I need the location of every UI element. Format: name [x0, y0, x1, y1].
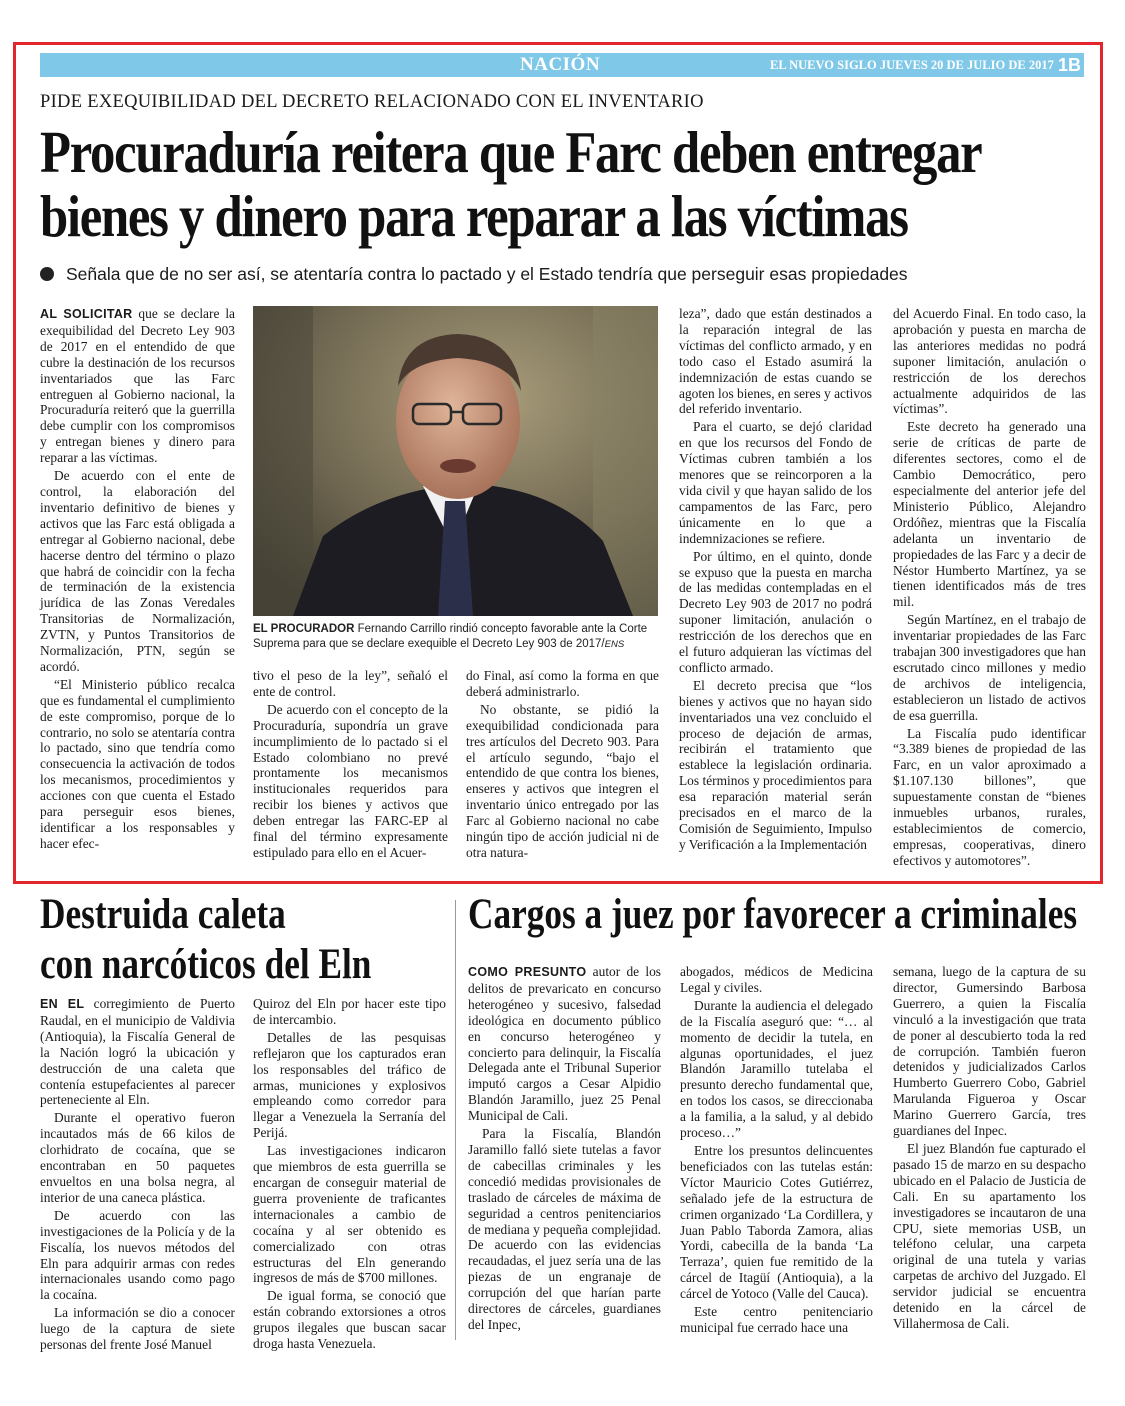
paragraph: “El Ministerio público recalca que es fundamental el cumplimiento de este compromiso, porque de lo contrario, no solo se atentaría contra lo pactado, sino que tendría como consecuencia la activación de todos los mecanismos, procedimientos y acciones con que cuenta el Estado para perseguir esos bienes, identificar a los responsables y hacer efec- [40, 676, 235, 851]
main-headline [40, 119, 982, 249]
photo-credit: ENS [604, 639, 625, 650]
caption-text: Fernando Carrillo rindió concepto favorable ante la Corte Suprema para que se declare exequible el Decreto Ley 903 de 2017/ [253, 623, 648, 650]
paragraph: De acuerdo con el ente de control, la elaboración del inventario definitivo de bienes y activos que las Farc está obligada a entregar al Gobierno nacional, debe hacerse dentro del término o plazo que habrá de coincidir con la fecha de terminación de la existencia jurídica de las Zonas Veredales Transitorias de Normalización, ZVTN, y Puntos Transitorios de Normalización, PTN, según se acordó. [40, 468, 235, 674]
bullet-icon [40, 267, 54, 281]
paragraph: Este decreto ha generado una serie de críticas de parte de diferentes sectores, como el de Cambio Democrático, pero especialmente del anterior jefe del Ministerio Público, Alejandro Ordóñez, mientras que la Fiscalía adelanta un inventario de propiedades de las Farc y a decir de Néstor Humberto Martínez, ya se tienen identificados más de tres mil. [893, 419, 1086, 610]
paragraph [40, 306, 235, 466]
top-story-column-4 [679, 306, 872, 855]
paragraph-text: autor de los delitos de prevaricato en concurso heterogéneo y sucesivo, falsedad ideológica en documento público en concurso heterogéneo y concierto para delinquir, la Fiscalía Delegada ante el Tribunal Superior imputó cargos a Cesar Alpidio Blandón Jaramillo, juez 25 Penal Municipal de Cali. [468, 964, 661, 1124]
photo-caption [253, 622, 658, 652]
paragraph: Quiroz del Eln por hacer este tipo de intercambio. [253, 996, 446, 1027]
paragraph [40, 996, 235, 1108]
subheadline [40, 264, 908, 285]
eln-column-2 [253, 996, 446, 1354]
eln-headline-line-2: con narcóticos del Eln [40, 941, 372, 988]
paragraph: leza”, dado que están destinados a la reparación integral de las víctimas del conflicto armado, y en todo caso el Estado asumirá la indemnización de estas cuando se agoten los bienes, en seres y activos del referido inventario. [679, 306, 872, 417]
paragraph: Según Martínez, en el trabajo de inventariar propiedades de las Farc trabajan 300 investigadores que han escrutado cinco millones y medio de archivos de inteligencia, establecieron un listado de activos de esa guerrilla. [893, 612, 1086, 723]
paragraph: Para el cuarto, se dejó claridad en que los recursos del Fondo de Víctimas cubren también a los menores que se reincorporen a la vida civil y que hayan salido de los campamentos de las Farc, pero únicamente en lo que a indemnizaciones se refiere. [679, 419, 872, 546]
paragraph: De igual forma, se conoció que están cobrando extorsiones a otros grupos ilegales que buscan sacar droga hasta Venezuela. [253, 1288, 446, 1352]
paragraph: Las investigaciones indicaron que miembros de esta guerrilla se encargan de conseguir material de guerra proveniente de traficantes internacionales a cambio de cocaína y al ser obtenido es comercializado con otras estructuras del Eln generando ingresos de más de $700 millones. [253, 1143, 446, 1286]
paragraph: Este centro penitenciario municipal fue cerrado hace una [680, 1304, 873, 1335]
top-story-column-3 [466, 668, 659, 863]
paragraph: De acuerdo con el concepto de la Procuraduría, supondría un grave incumplimiento de lo pactado si el Estado colombiano no prevé prontamente los mecanismos institucionales requeridos para recibir los bienes y activos que deben entregar las FARC-EP al final del término expresamente estipulado para ello en el Acuer- [253, 701, 448, 860]
lead-word: COMO PRESUNTO [468, 965, 587, 979]
lead-word: EN EL [40, 997, 85, 1011]
lead-word: AL SOLICITAR [40, 307, 133, 321]
top-story-column-1 [40, 306, 235, 854]
paragraph: del Acuerdo Final. En todo caso, la aprobación y puesta en marcha de las anteriores medidas no podrá suponer limitación, anulación o restricción de los derechos actualmente adquiridos de las víctimas”. [893, 306, 1086, 417]
paragraph: Detalles de las pesquisas reflejaron que los capturados eran los responsables del tráfico de armas, municiones y explosivos empleando como corredor para llegar a Venezuela la Serranía del Perijá. [253, 1029, 446, 1141]
procurador-photo [253, 306, 658, 616]
juez-column-1 [468, 964, 661, 1335]
paragraph: La Fiscalía pudo identificar “3.389 bienes de propiedad de las Farc, en un valor aproximado a $1.107.130 billones”, que supuestamente constan de “bienes inmuebles urbanos, rurales, establecimientos de comercio, empresas, cooperativas, dinero efectivos y automotores”. [893, 725, 1086, 868]
eln-column-1 [40, 996, 235, 1355]
paragraph: El juez Blandón fue capturado el pasado 15 de marzo en su despacho ubicado en el Palacio de Justicia de Cali. En su apartamento los investigadores se incautaron de una CPU, siete memorias USB, un teléfono celular, una carpeta original de una tutela y varias carpetas de archivo del Juzgado. El servidor judicial se encuentra detenido en la cárcel de Villahermosa de Cali. [893, 1140, 1086, 1331]
paragraph: El decreto precisa que “los bienes y activos que no hayan sido inventariados una vez concluido el proceso de dejación de armas, recibirán el tratamiento que establece la legislación ordinaria. Los términos y procedimientos para esa reparación material serán precisados en el marco de la Comisión de Seguimiento, Impulso y Verificación a la Implementación [679, 677, 872, 852]
headline-line-1: Procuraduría reitera que Farc deben entregar [40, 119, 982, 185]
paragraph-text: que se declare la exequibilidad del Decreto Ley 903 de 2017 en el entendido de que cubre la destinación de los recursos inventariados que las Farc entreguen al Gobierno nacional, la Procuraduría reiteró que la guerrilla debe cumplir con los compromisos y entregan bienes y dinero para reparar a las víctimas. [40, 306, 235, 466]
paragraph-text: corregimiento de Puerto Raudal, en el municipio de Valdivia (Antioquia), la Fiscalía General de la Nación logró la ubicación y destrucción de una caleta que contenía estupefacientes al parecer perteneciente al Eln. [40, 996, 235, 1108]
paper-date-line: EL NUEVO SIGLO JUEVES 20 DE JULIO DE 2017 [770, 58, 1054, 72]
caption-label: EL PROCURADOR [253, 623, 355, 635]
paragraph: De acuerdo con las investigaciones de la Policía y de la Fiscalía, los nuevos métodos del Eln para adquirir armas con redes internacionales usando como pago la cocaína. [40, 1207, 235, 1303]
column-divider [455, 900, 456, 1340]
paragraph: abogados, médicos de Medicina Legal y civiles. [680, 964, 873, 995]
paragraph: Para la Fiscalía, Blandón Jaramillo falló siete tutelas a favor de cabecillas criminales y les concedió medidas provisionales de traslado de cárceles de máxima de seguridad a centros penitenciarios de mediana y pequeña complejidad. De acuerdo con las evidencias recaudadas, el juez sería una de las piezas de un engranaje de corrupción del que harían parte directores de cárceles, guardianes del Inpec, [468, 1126, 661, 1332]
juez-column-3 [893, 964, 1086, 1334]
paragraph [468, 964, 661, 1124]
kicker: PIDE EXEQUIBILIDAD DEL DECRETO RELACIONADO CON EL INVENTARIO [40, 92, 704, 112]
paragraph: tivo el peso de la ley”, señaló el ente de control. [253, 668, 448, 699]
paragraph: No obstante, se pidió la exequibilidad condicionada para tres artículos del Decreto 903. Para el artículo segundo, “bajo el entendido de que contra los bienes, enseres y activos que integren el inventario único entregado por las Farc al Gobierno nacional no cabe ningún tipo de acción judicial ni de otra natura- [466, 701, 659, 860]
paragraph: Por último, en el quinto, donde se expuso que la puesta en marcha de las medidas contempladas en el Decreto Ley 903 de 2017 no podrá suponer limitación, anulación o restricción de los derechos que en el futuro adquieran las víctimas del conflicto armado. [679, 548, 872, 675]
juez-headline: Cargos a juez por favorecer a criminales [468, 891, 1078, 938]
paragraph: La información se dio a conocer luego de la captura de siete personas del frente José Manuel [40, 1305, 235, 1353]
paragraph: do Final, así como la forma en que deberá administrarlo. [466, 668, 659, 699]
paragraph: Durante la audiencia el delegado de la Fiscalía aseguró que: “… al momento de decidir la tutela, en algunas oportunidades, el juez Blandón Jaramillo tutelaba el presunto derecho fundamental que, en todos los casos, se direccionaba a la familia, a la salud, y al debido proceso…” [680, 997, 873, 1141]
page-number: 1B [1058, 55, 1082, 75]
top-story-column-5 [893, 306, 1086, 871]
subheadline-text: Señala que de no ser así, se atentaría contra lo pactado y el Estado tendría que perseguir esas propiedades [66, 264, 908, 284]
top-story-column-2 [253, 668, 448, 863]
eln-headline [40, 890, 371, 990]
paragraph: Durante el operativo fueron incautados más de 66 kilos de clorhidrato de cocaína, que se encontraban en 50 paquetes envueltos en una bolsa negra, al interior de una caneca plástica. [40, 1110, 235, 1205]
juez-column-2 [680, 964, 873, 1338]
paragraph: Entre los presuntos delincuentes beneficiados con las tutelas están: Víctor Mauricio Cotes Gutiérrez, señalado jefe de la estructura de crimen organizado ‘La Cordillera, y Juan Pablo Taborda Zamora, alias Yordi, cabecilla de la banda ‘La Terraza’, quien fue remitido de la cárcel de Itagüí (Antioquia), a la cárcel de Yotoco (Valle del Cauca). [680, 1142, 873, 1302]
section-name: NACIÓN [520, 54, 601, 75]
headline-line-2: bienes y dinero para reparar a las víctimas [40, 183, 908, 249]
paragraph: semana, luego de la captura de su director, Gumersindo Barbosa Guerrero, a quien la Fiscalía vinculó a la investigación que trata de poner al descubierto toda la red de corrupción. También fueron detenidos y judicializados Carlos Humberto Guerrero Cobo, Gabriel Marulanda Figueroa y Oscar Marino Guerrero García, tres guardianes del Inpec. [893, 964, 1086, 1139]
eln-headline-line-1: Destruida caleta [40, 891, 286, 938]
news-photo [253, 306, 658, 616]
